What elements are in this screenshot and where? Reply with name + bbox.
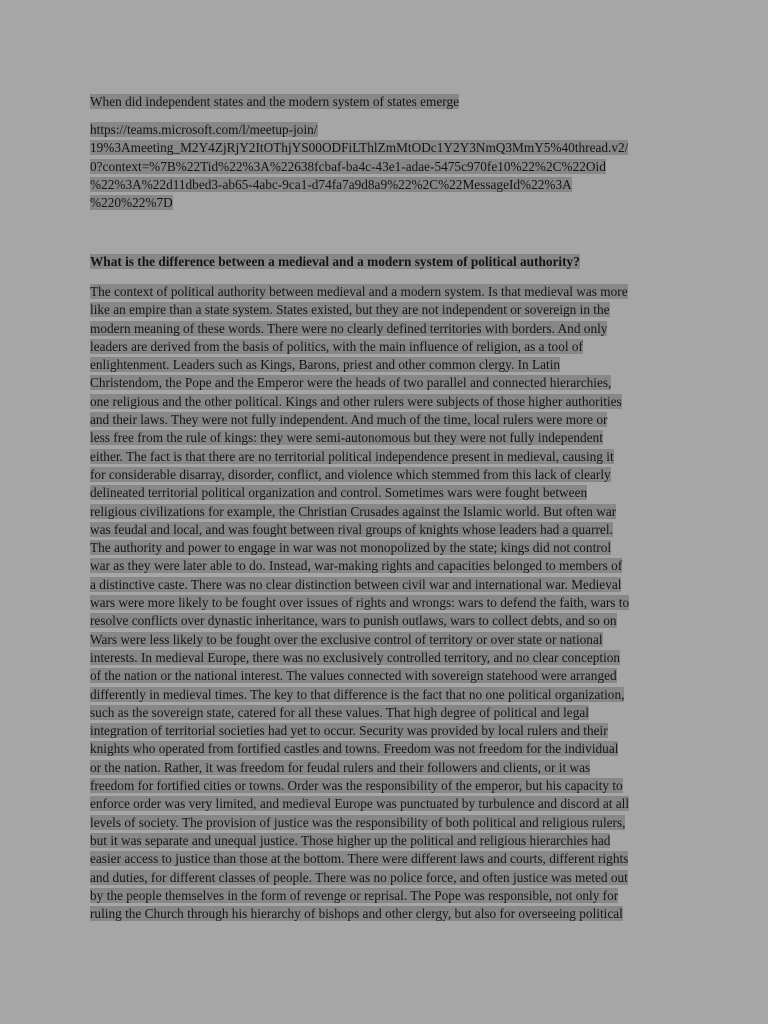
paragraph-line: and their laws. They were not fully independent. And much of the time, local rulers were more or [90,412,608,428]
paragraph-line: resolve conflicts over dynastic inheritance, wars to punish outlaws, wars to collect debts, and so on [90,613,617,629]
body-paragraph [90,283,680,923]
paragraph-line: one religious and the other political. Kings and other rulers were subjects of those higher authorities [90,393,622,409]
question-text: When did independent states and the modern system of states emerge [90,94,460,109]
paragraph-line: wars were more likely to be fought over issues of rights and wrongs: wars to defend the faith, wars to [90,595,630,611]
paragraph-line: of the nation or the national interest. The values connected with sovereign statehood were arranged [90,668,617,684]
paragraph-line: freedom for fortified cities or towns. Order was the responsibility of the emperor, but his capacity to [90,778,623,794]
paragraph-line: enlightenment. Leaders such as Kings, Barons, priest and other common clergy. In Latin [90,357,561,373]
paragraph-line: enforce order was very limited, and medieval Europe was punctuated by turbulence and discord at all [90,796,630,812]
link-line[interactable]: %22%3A%22d11dbed3-ab65-4abc-9ca1-d74fa7a9d8a9%22%2C%22MessageId%22%3A [90,176,572,192]
paragraph-line: by the people themselves in the form of revenge or reprisal. The Pope was responsible, not only for [90,887,619,903]
paragraph-line: but it was separate and unequal justice. Those higher up the political and religious hierarchies had [90,832,611,848]
section-heading-text: What is the difference between a medieval and a modern system of political authority? [90,254,580,269]
paragraph-line: modern meaning of these words. There were no clearly defined territories with borders. And only [90,320,608,336]
paragraph-line: like an empire than a state system. States existed, but they are not independent or sovereign in the [90,302,610,318]
paragraph-line: The context of political authority between medieval and a modern system. Is that medieval was more [90,284,628,299]
paragraph-line: Christendom, the Pope and the Emperor were the heads of two parallel and connected hierarchies, [90,375,612,391]
paragraph-line: ruling the Church through his hierarchy of bishops and other clergy, but also for overseeing political [90,906,623,922]
paragraph-line: religious civilizations for example, the Christian Crusades against the Islamic world. But often war [90,503,617,519]
paragraph-line: less free from the rule of kings: they were semi-autonomous but they were not fully independent [90,430,603,446]
paragraph-line: levels of society. The provision of justice was the responsibility of both political and religious rulers, [90,814,626,830]
paragraph-line: leaders are derived from the basis of politics, with the main influence of religion, as a tool of [90,338,583,354]
paragraph-line: interests. In medieval Europe, there was no exclusively controlled territory, and no clear conception [90,649,621,665]
paragraph-line: The authority and power to engage in war was not monopolized by the state; kings did not control [90,540,612,556]
paragraph-line: was feudal and local, and was fought between rival groups of knights whose leaders had a quarrel. [90,521,613,537]
paragraph-line: knights who operated from fortified castles and towns. Freedom was not freedom for the individual [90,741,619,757]
paragraph-line: war as they were later able to do. Instead, war-making rights and capacities belonged to members of [90,558,623,574]
meeting-link[interactable] [90,121,680,212]
link-line[interactable]: 19%3Ameeting_M2Y4ZjRjY2ItOThjYS00ODFiLThlZmMtODc1Y2Y3NmQ3MmY5%40thread.v2/ [90,140,629,156]
paragraph-line: and duties, for different classes of people. There was no police force, and often justice was meted out [90,869,628,885]
link-line[interactable]: https://teams.microsoft.com/l/meetup-join/ [90,122,318,137]
paragraph-line: either. The fact is that there are no territorial political independence present in medieval, causing it [90,448,614,464]
link-line[interactable]: 0?context=%7B%22Tid%22%3A%22638fcbaf-ba4c-43e1-adae-5475c970fe10%22%2C%22Oid [90,158,606,174]
paragraph-line: Wars were less likely to be fought over the exclusive control of territory or over state or national [90,631,603,647]
paragraph-line: integration of territorial societies had yet to occur. Security was provided by local rulers and their [90,723,608,739]
link-line[interactable]: %220%22%7D [90,195,173,211]
question-title [90,93,680,111]
section-heading [90,253,680,271]
paragraph-line: a distinctive caste. There was no clear distinction between civil war and international war. Medieval [90,576,622,592]
paragraph-line: delineated territorial political organization and control. Sometimes wars were fought between [90,485,588,501]
paragraph-line: for considerable disarray, disorder, conflict, and violence which stemmed from this lack of clearly [90,466,611,482]
paragraph-line: such as the sovereign state, catered for all these values. That high degree of political and legal [90,704,589,720]
paragraph-line: easier access to justice than those at the bottom. There were different laws and courts, different rights [90,851,629,867]
paragraph-line: differently in medieval times. The key to that difference is the fact that no one political organization, [90,686,625,702]
paragraph-line: or the nation. Rather, it was freedom for feudal rulers and their followers and clients, or it was [90,759,591,775]
